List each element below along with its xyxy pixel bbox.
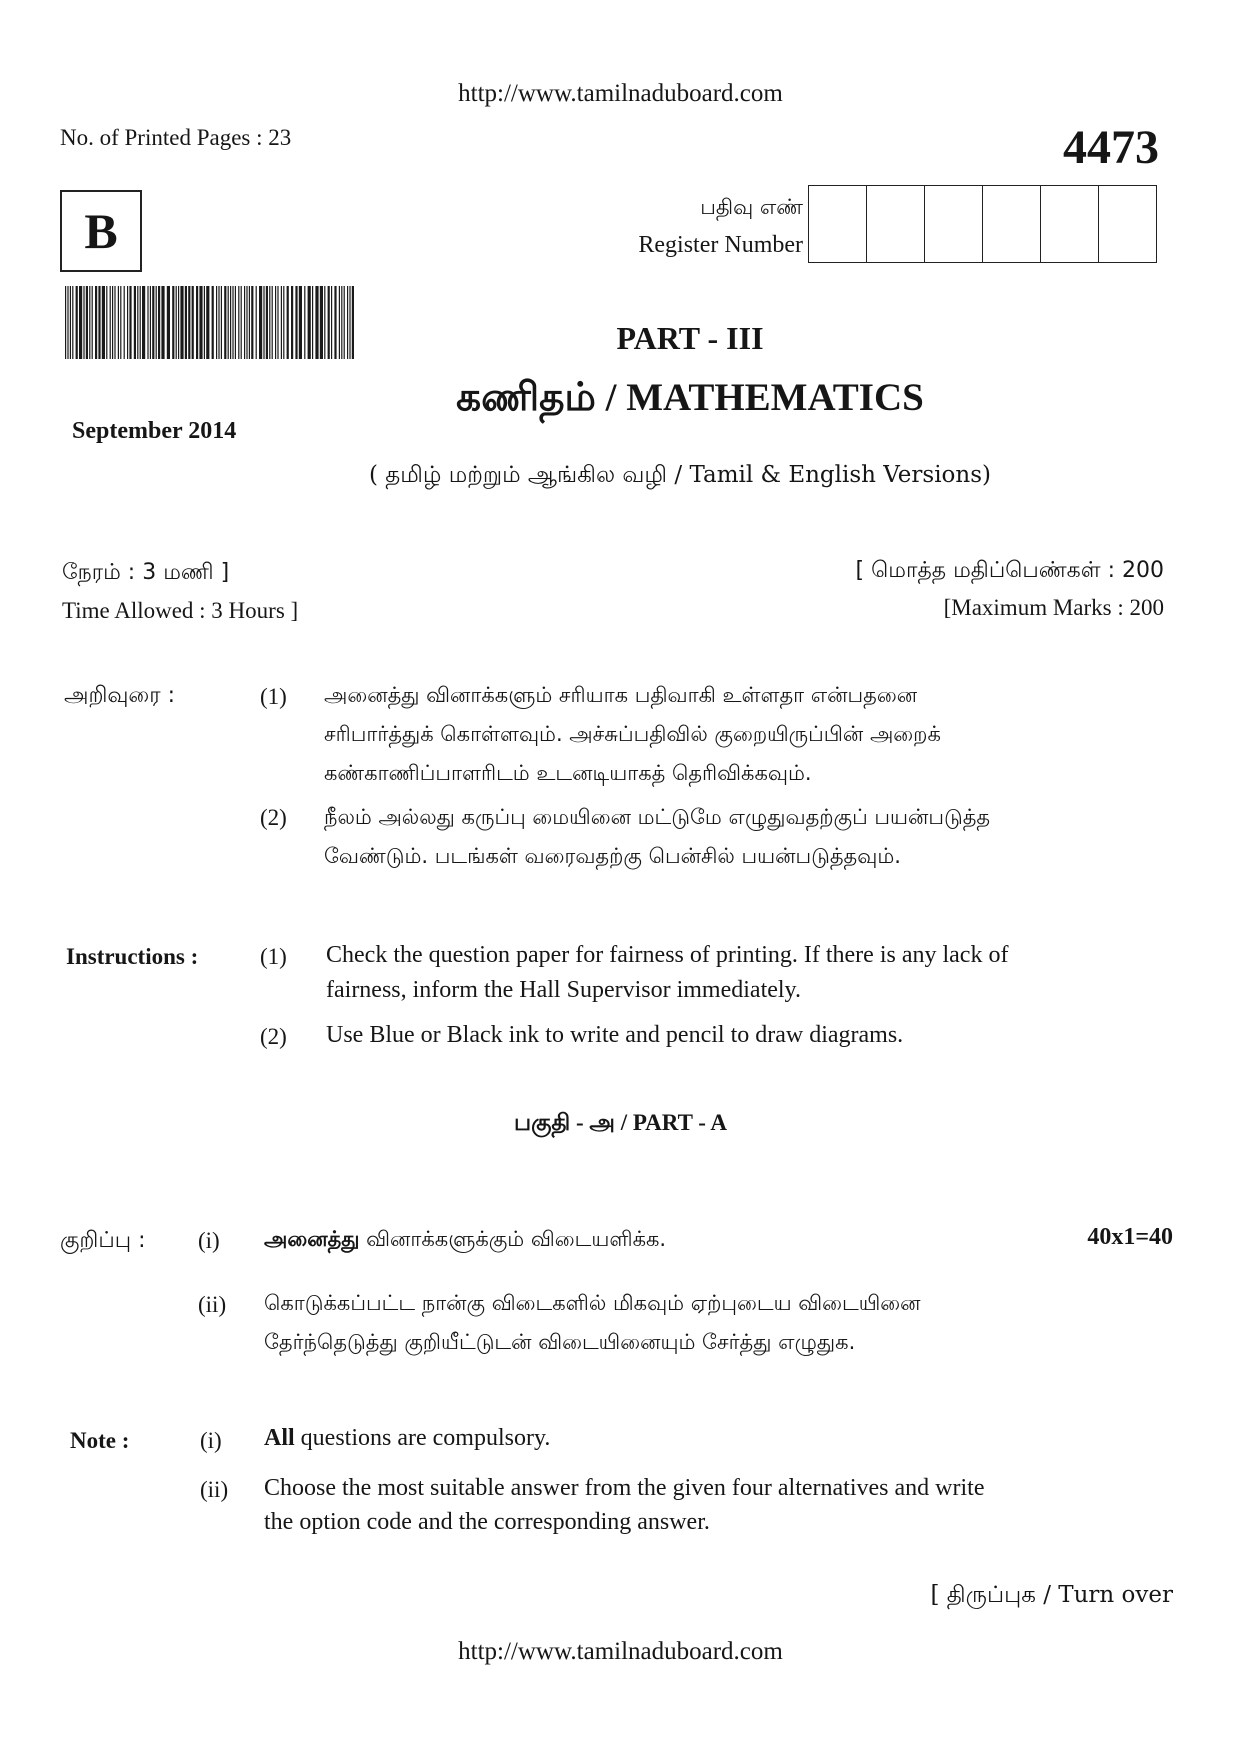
note-number: (i) [198,1228,220,1253]
instruction-line: கண்காணிப்பாளரிடம் உடனடியாகத் தெரிவிக்கவும். [324,761,812,785]
register-digit-box[interactable] [1040,185,1099,263]
note-line: Choose the most suitable answer from the given four alternatives and write [264,1475,985,1501]
note-line [264,1421,550,1455]
register-digit-box[interactable] [1098,185,1157,263]
instruction-number: (1) [260,944,287,969]
register-digit-box[interactable] [982,185,1041,263]
exam-session: September 2014 [72,418,237,444]
instruction-number: (2) [260,1024,287,1049]
instruction-line: நீலம் அல்லது கருப்பு மையினை மட்டுமே எழுதுவதற்குப் பயன்படுத்த [324,805,991,829]
register-digit-box[interactable] [866,185,925,263]
marks-tamil: [ மொத்த மதிப்பெண்கள் : 200 [855,558,1164,583]
note-number: (i) [200,1428,222,1453]
url-bottom[interactable]: http://www.tamilnaduboard.com [458,1638,783,1665]
subject-title: கணிதம் / MATHEMATICS [456,376,924,419]
register-label-tamil: பதிவு எண் [700,195,803,219]
instruction-line: fairness, inform the Hall Supervisor immediately. [326,977,801,1003]
turn-over: [ திருப்புக / Turn over [930,1582,1173,1608]
note-number: (ii) [198,1292,227,1317]
marks-allocation: 40x1=40 [1087,1224,1173,1250]
instruction-line: Use Blue or Black ink to write and pencil to draw diagrams. [326,1022,904,1048]
part-a-heading: பகுதி - அ / PART - A [513,1110,728,1135]
instruction-number: (2) [260,805,287,830]
note-number: (ii) [200,1477,229,1502]
note-line: தேர்ந்தெடுத்து குறியீட்டுடன் விடையினையும் சேர்த்து எழுதுக. [264,1330,856,1354]
instruction-line: அனைத்து வினாக்களும் சரியாக பதிவாகி உள்ளதா என்பதனை [324,683,918,707]
note-text: வினாக்களுக்கும் விடையளிக்க. [359,1227,667,1251]
url-top[interactable]: http://www.tamilnaduboard.com [458,80,783,107]
note-line: கொடுக்கப்பட்ட நான்கு விடைகளில் மிகவும் ஏற்புடைய விடையினை [264,1291,921,1315]
register-label-english: Register Number [638,232,803,258]
marks-english: [Maximum Marks : 200 [943,595,1164,620]
note-english-label: Note : [70,1428,130,1453]
printed-pages: No. of Printed Pages : 23 [60,125,292,150]
note-tamil-label: குறிப்பு : [60,1228,146,1253]
note-emphasis: அனைத்து [264,1227,360,1251]
instruction-line: சரிபார்த்துக் கொள்ளவும். அச்சுப்பதிவில் குறையிருப்பின் அறைக் [324,722,941,746]
instructions-english-label: Instructions : [66,944,199,969]
instruction-line: வேண்டும். படங்கள் வரைவதற்கு பென்சில் பயன்படுத்தவும். [324,844,901,868]
register-digit-box[interactable] [808,185,867,263]
time-english: Time Allowed : 3 Hours ] [62,598,299,623]
note-line: the option code and the corresponding answer. [264,1509,710,1535]
time-tamil: நேரம் : 3 மணி ] [62,560,230,585]
note-text: questions are compulsory. [294,1425,551,1451]
instruction-number: (1) [260,684,287,709]
note-emphasis: All [264,1425,295,1451]
version-box: B [60,190,142,272]
part-title: PART - III [616,320,764,356]
note-line [264,1222,666,1256]
instruction-line: Check the question paper for fairness of printing. If there is any lack of [326,942,1009,968]
instructions-tamil-label: அறிவுரை : [64,683,176,708]
paper-code: 4473 [1063,121,1159,174]
register-digit-box[interactable] [924,185,983,263]
medium-versions: ( தமிழ் மற்றும் ஆங்கில வழி / Tamil & English Versions) [369,462,991,488]
